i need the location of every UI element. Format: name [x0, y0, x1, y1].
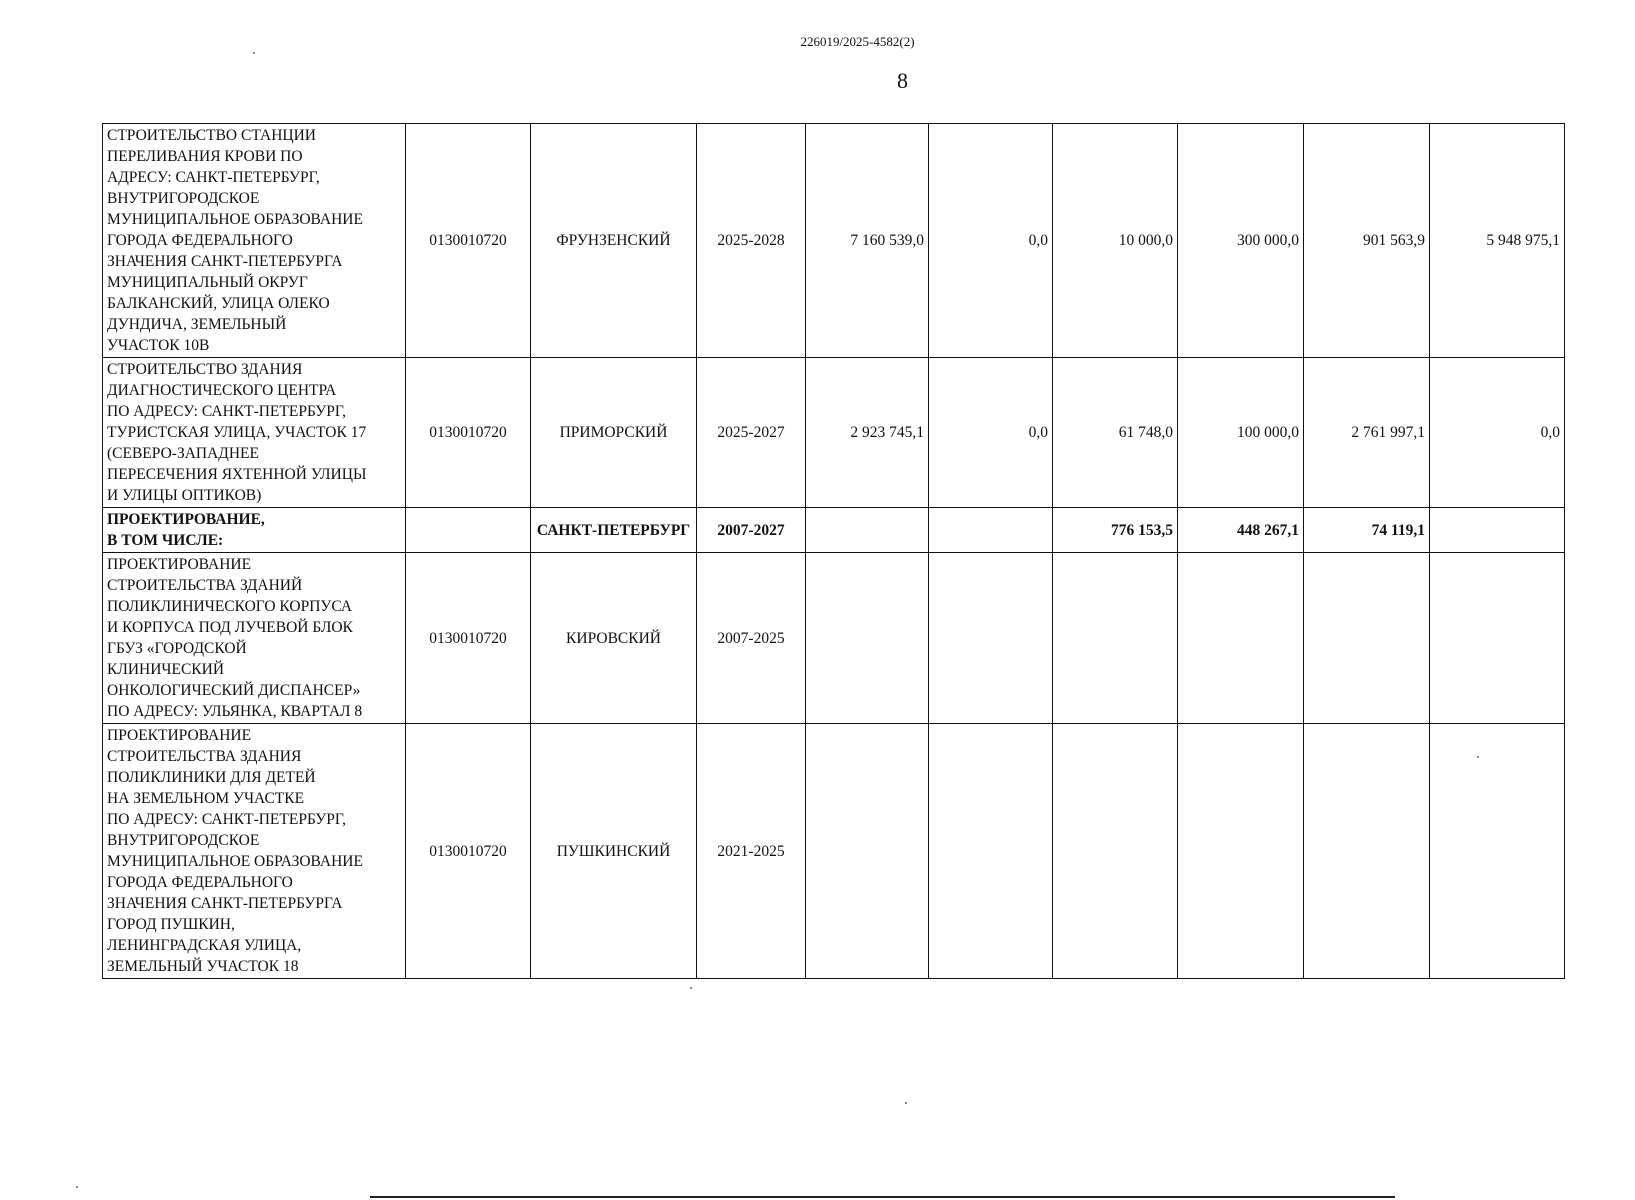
scan-speck [76, 1186, 78, 1188]
budget-code-cell: 0130010720 [406, 124, 531, 358]
object-name-cell: ПРОЕКТИРОВАНИЕ СТРОИТЕЛЬСТВА ЗДАНИЯ ПОЛИКЛИНИКИ ДЛЯ ДЕТЕЙ НА ЗЕМЕЛЬНОМ УЧАСТКЕ ПО АДРЕСУ: САНКТ-ПЕТЕРБУРГ, ВНУТРИГОРОДСКОЕ МУНИЦИПАЛЬНОЕ ОБРАЗОВАНИЕ ГОРОДА ФЕДЕРАЛЬНОГО ЗНАЧЕНИЯ САНКТ-ПЕТЕРБУРГА ГОРОД ПУШКИН, ЛЕНИНГРАДСКАЯ УЛИЦА, ЗЕМЕЛЬНЫЙ УЧАСТОК 18 [103, 724, 406, 979]
value-cell: 7 160 539,0 [806, 124, 929, 358]
value-cell: 2 761 997,1 [1304, 358, 1430, 508]
district-cell: ПУШКИНСКИЙ [531, 724, 697, 979]
budget-code-cell: 0130010720 [406, 724, 531, 979]
document-registration-number: 226019/2025-4582(2) [800, 34, 915, 49]
period-cell: 2021-2025 [697, 724, 806, 979]
scan-speck [905, 1102, 907, 1104]
value-cell [929, 553, 1053, 724]
object-name-cell: ПРОЕКТИРОВАНИЕ СТРОИТЕЛЬСТВА ЗДАНИЙ ПОЛИКЛИНИЧЕСКОГО КОРПУСА И КОРПУСА ПОД ЛУЧЕВОЙ БЛОК ГБУЗ «ГОРОДСКОЙ КЛИНИЧЕСКИЙ ОНКОЛОГИЧЕСКИЙ ДИСПАНСЕР» ПО АДРЕСУ: УЛЬЯНКА, КВАРТАЛ 8 [103, 553, 406, 724]
period-cell: 2007-2027 [697, 508, 806, 553]
district-cell: КИРОВСКИЙ [531, 553, 697, 724]
period-cell: 2007-2025 [697, 553, 806, 724]
value-cell [1053, 553, 1178, 724]
table-row-subtotal [103, 508, 1565, 553]
district-cell: ФРУНЗЕНСКИЙ [531, 124, 697, 358]
table-row [103, 553, 1565, 724]
value-cell [806, 553, 929, 724]
value-cell: 61 748,0 [1053, 358, 1178, 508]
table-row [103, 358, 1565, 508]
value-cell [1178, 724, 1304, 979]
value-cell: 0,0 [929, 124, 1053, 358]
table-row [103, 724, 1565, 979]
object-name-cell: СТРОИТЕЛЬСТВО ЗДАНИЯ ДИАГНОСТИЧЕСКОГО ЦЕНТРА ПО АДРЕСУ: САНКТ-ПЕТЕРБУРГ, ТУРИСТСКАЯ УЛИЦА, УЧАСТОК 17 (СЕВЕРО-ЗАПАДНЕЕ ПЕРЕСЕЧЕНИЯ ЯХТЕННОЙ УЛИЦЫ И УЛИЦЫ ОПТИКОВ) [103, 358, 406, 508]
object-name-cell: ПРОЕКТИРОВАНИЕ, В ТОМ ЧИСЛЕ: [103, 508, 406, 553]
value-cell: 300 000,0 [1178, 124, 1304, 358]
value-cell [929, 724, 1053, 979]
value-cell: 901 563,9 [1304, 124, 1430, 358]
budget-table [102, 123, 1565, 979]
value-cell: 10 000,0 [1053, 124, 1178, 358]
value-cell [1430, 508, 1565, 553]
bottom-rule [370, 1196, 1395, 1198]
budget-code-cell: 0130010720 [406, 553, 531, 724]
value-cell [929, 508, 1053, 553]
page-number: 8 [897, 68, 908, 93]
value-cell [806, 508, 929, 553]
value-cell [806, 724, 929, 979]
period-cell: 2025-2028 [697, 124, 806, 358]
district-cell: САНКТ-ПЕТЕРБУРГ [531, 508, 697, 553]
table-row [103, 124, 1565, 358]
value-cell [1430, 553, 1565, 724]
value-cell: 0,0 [929, 358, 1053, 508]
value-cell [1053, 724, 1178, 979]
value-cell [1304, 553, 1430, 724]
value-cell: 2 923 745,1 [806, 358, 929, 508]
budget-code-cell [406, 508, 531, 553]
scan-speck [690, 987, 692, 989]
district-cell: ПРИМОРСКИЙ [531, 358, 697, 508]
object-name-cell: СТРОИТЕЛЬСТВО СТАНЦИИ ПЕРЕЛИВАНИЯ КРОВИ ПО АДРЕСУ: САНКТ-ПЕТЕРБУРГ, ВНУТРИГОРОДСКОЕ МУНИЦИПАЛЬНОЕ ОБРАЗОВАНИЕ ГОРОДА ФЕДЕРАЛЬНОГО ЗНАЧЕНИЯ САНКТ-ПЕТЕРБУРГА МУНИЦИПАЛЬНЫЙ ОКРУГ БАЛКАНСКИЙ, УЛИЦА ОЛЕКО ДУНДИЧА, ЗЕМЕЛЬНЫЙ УЧАСТОК 10В [103, 124, 406, 358]
value-cell: 5 948 975,1 [1430, 124, 1565, 358]
value-cell: 100 000,0 [1178, 358, 1304, 508]
value-cell: 0,0 [1430, 358, 1565, 508]
scan-speck [1477, 756, 1479, 758]
budget-code-cell: 0130010720 [406, 358, 531, 508]
value-cell: 74 119,1 [1304, 508, 1430, 553]
value-cell: 448 267,1 [1178, 508, 1304, 553]
value-cell: 776 153,5 [1053, 508, 1178, 553]
period-cell: 2025-2027 [697, 358, 806, 508]
value-cell [1430, 724, 1565, 979]
value-cell [1304, 724, 1430, 979]
value-cell [1178, 553, 1304, 724]
scan-speck [253, 52, 255, 54]
